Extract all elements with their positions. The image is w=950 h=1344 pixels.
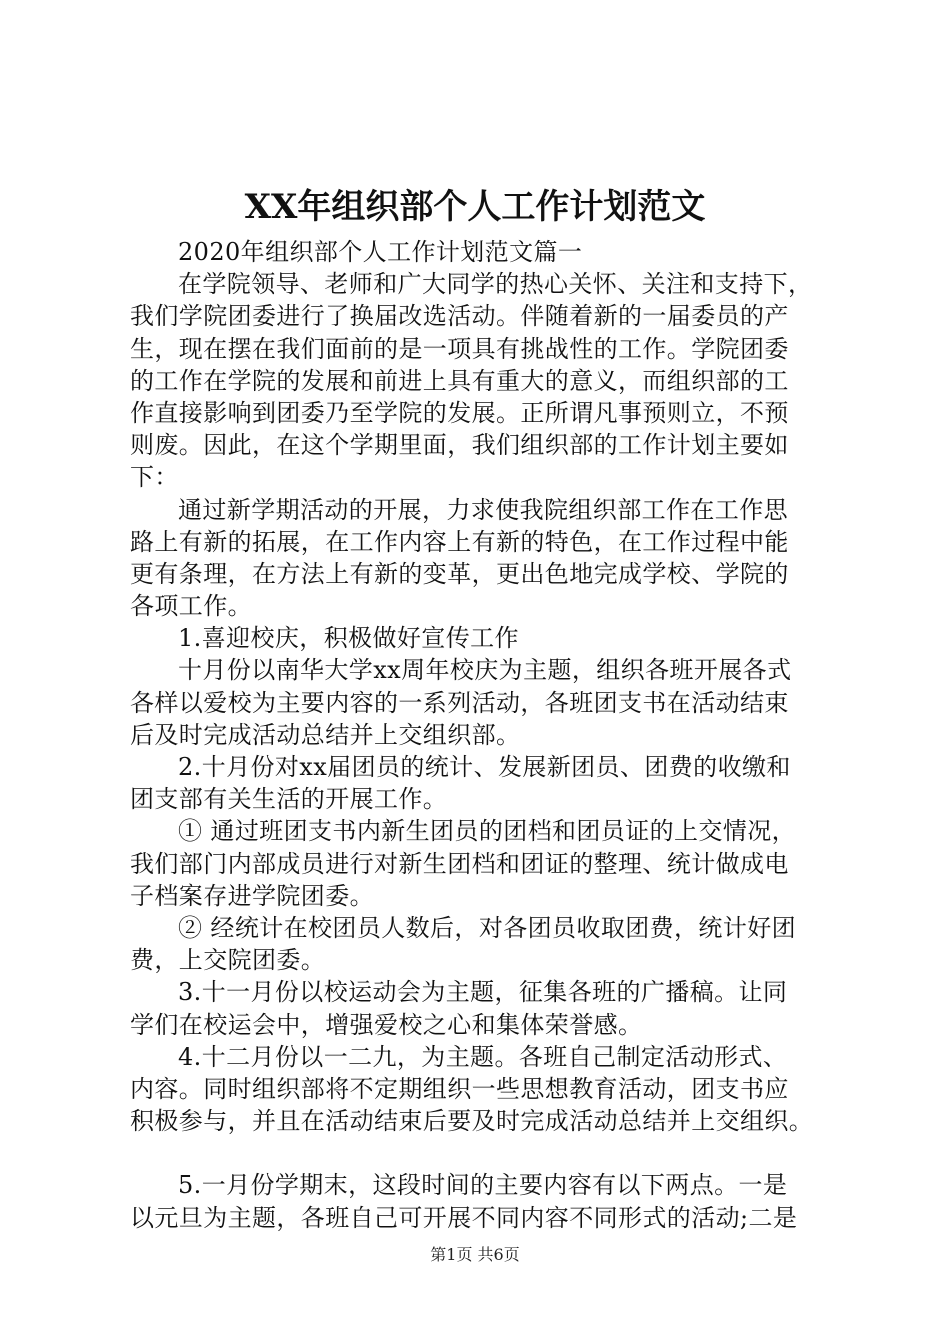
text-line: 各项工作。 (130, 592, 252, 621)
text-line: 费，上交院团委。 (130, 946, 326, 975)
text-line: 以元旦为主题，各班自己可开展不同内容不同形式的活动;二是 (130, 1203, 798, 1232)
text-line: 各样以爱校为主要内容的一系列活动，各班团支书在活动结束 (130, 688, 789, 717)
text-line: 5.一月份学期末，这段时间的主要内容有以下两点。一是 (178, 1171, 788, 1200)
text-line: 的工作在学院的发展和前进上具有重大的意义，而组织部的工 (130, 366, 789, 395)
document-body (130, 236, 830, 1234)
text-line: 后及时完成活动总结并上交组织部。 (130, 720, 521, 749)
text-line: 积极参与，并且在活动结束后要及时完成活动总结并上交组织。 (130, 1107, 814, 1136)
text-line: 路上有新的拓展，在工作内容上有新的特色，在工作过程中能 (130, 527, 789, 556)
text-line: 下： (130, 463, 179, 492)
text-line: 4.十二月份以一二九，为主题。各班自己制定活动形式、 (178, 1042, 788, 1071)
text-line: 我们学院团委进行了换届改选活动。伴随着新的一届委员的产 (130, 302, 789, 331)
text-line: 十月份以南华大学xx周年校庆为主题，组织各班开展各式 (178, 656, 792, 685)
text-line: 3.十一月份以校运动会为主题，征集各班的广播稿。让同 (178, 978, 788, 1007)
text-line: 1.喜迎校庆，积极做好宣传工作 (178, 624, 519, 653)
text-line: 在学院领导、老师和广大同学的热心关怀、关注和支持下， (178, 270, 813, 299)
text-line: 作直接影响到团委乃至学院的发展。正所谓凡事预则立，不预 (130, 398, 789, 427)
text-line: 通过新学期活动的开展，力求使我院组织部工作在工作思 (178, 495, 788, 524)
text-line: 生，现在摆在我们面前的是一项具有挑战性的工作。学院团委 (130, 334, 789, 363)
text-line: 我们部门内部成员进行对新生团档和团证的整理、统计做成电 (130, 849, 789, 878)
text-line: 则废。因此，在这个学期里面，我们组织部的工作计划主要如 (130, 431, 789, 460)
document-title: XX年组织部个人工作计划范文 (244, 187, 706, 227)
text-line: 团支部有关生活的开展工作。 (130, 785, 448, 814)
text-line: 内容。同时组织部将不定期组织一些思想教育活动，团支书应 (130, 1074, 789, 1103)
blank-line (130, 1137, 830, 1169)
page-number-footer: 第1页 共6页 (430, 1245, 520, 1264)
text-line: 更有条理，在方法上有新的变革，更出色地完成学校、学院的 (130, 559, 789, 588)
text-line: 子档案存进学院团委。 (130, 881, 374, 910)
text-line: 学们在校运会中，增强爱校之心和集体荣誉感。 (130, 1010, 643, 1039)
text-line: ② 经统计在校团员人数后，对各团员收取团费，统计好团 (178, 913, 797, 942)
text-line: 2.十月份对xx届团员的统计、发展新团员、团费的收缴和 (178, 753, 791, 781)
text-line: 2020年组织部个人工作计划范文篇一 (178, 238, 583, 266)
text-line: ① 通过班团支书内新生团员的团档和团员证的上交情况， (178, 817, 797, 846)
